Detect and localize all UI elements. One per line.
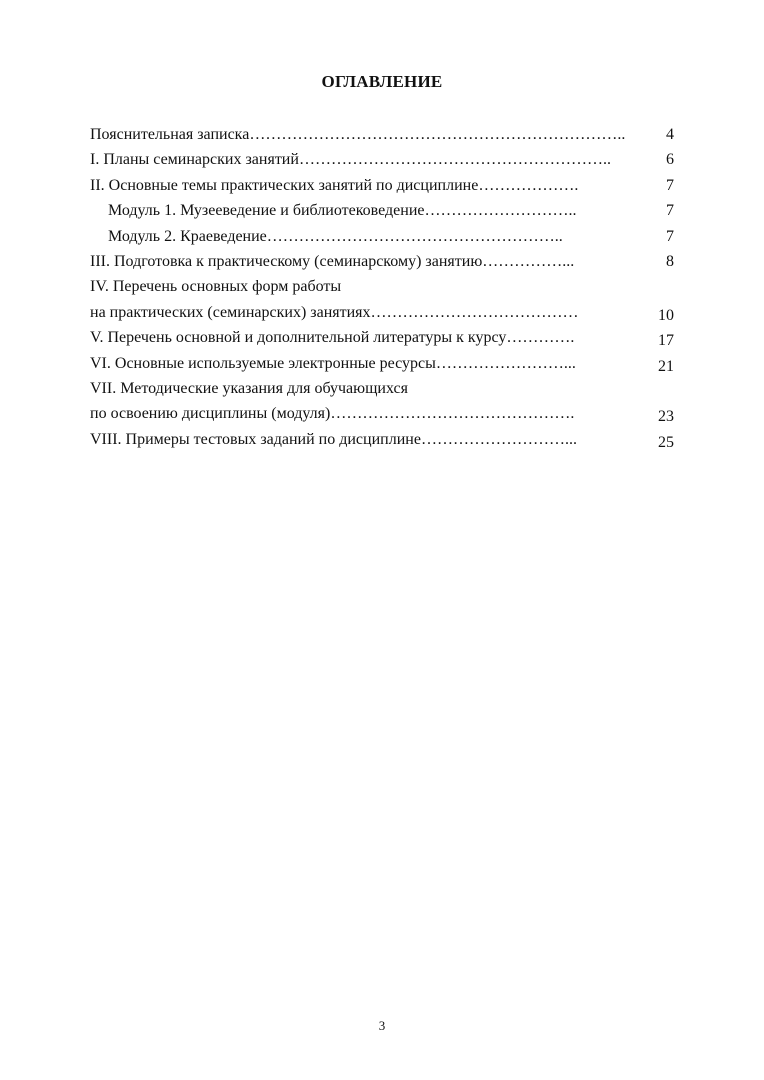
toc-page-number: 25 bbox=[658, 433, 674, 451]
footer-page-number: 3 bbox=[378, 1018, 386, 1033]
toc-entry-label: IV. Перечень основных форм работы bbox=[90, 278, 342, 296]
toc-entry-work-forms-line-1 bbox=[90, 274, 674, 299]
toc-entry-label: V. Перечень основной и дополнительной литературы к курсу bbox=[90, 329, 507, 347]
toc-entry-literature bbox=[90, 325, 674, 350]
toc-leader-dots: ……………... bbox=[482, 252, 575, 270]
toc-leader-dots: ………………………………………………….. bbox=[298, 151, 611, 169]
toc-page-number: 8 bbox=[666, 252, 674, 270]
toc-page-number: 7 bbox=[666, 227, 674, 245]
toc-entry-label: Модуль 2. Краеведение bbox=[108, 227, 267, 245]
toc-page-number: 23 bbox=[658, 408, 674, 426]
toc-entry-guidelines-line-2 bbox=[90, 401, 674, 426]
table-of-contents bbox=[90, 122, 674, 452]
toc-entry-label: Модуль 1. Музееведение и библиотековедение bbox=[108, 202, 425, 220]
toc-page-number: 7 bbox=[666, 202, 674, 220]
toc-leader-dots: ……………………….. bbox=[424, 202, 577, 220]
toc-entry-label: II. Основные темы практических занятий по дисциплине bbox=[90, 176, 479, 194]
toc-page-number: 7 bbox=[666, 176, 674, 194]
toc-entry-preparation bbox=[90, 249, 674, 274]
toc-entry-label: VI. Основные используемые электронные ресурсы bbox=[90, 354, 436, 372]
toc-entry-guidelines-line-1 bbox=[90, 376, 674, 401]
toc-entry-explanatory-note bbox=[90, 122, 674, 147]
toc-page-number: 4 bbox=[666, 126, 674, 143]
toc-leader-dots: ……………………………………………….. bbox=[266, 227, 563, 245]
toc-entry-label: VII. Методические указания для обучающихся bbox=[90, 379, 408, 397]
toc-leader-dots: ………………………………… bbox=[370, 303, 579, 321]
toc-entry-seminar-plans bbox=[90, 147, 674, 172]
toc-entry-work-forms-line-2 bbox=[90, 300, 674, 325]
toc-entry-module-2 bbox=[90, 224, 674, 249]
toc-leader-dots: ………………………………………. bbox=[330, 405, 575, 423]
toc-entry-practical-topics bbox=[90, 173, 674, 198]
toc-page-number: 17 bbox=[658, 332, 674, 350]
toc-entry-label: Пояснительная записка bbox=[90, 126, 250, 143]
toc-entry-module-1 bbox=[90, 198, 674, 223]
toc-entry-label: III. Подготовка к практическому (семинарскому) занятию bbox=[90, 252, 483, 270]
toc-leader-dots: …………………………………………………………….. bbox=[249, 126, 626, 143]
toc-entry-label: по освоению дисциплины (модуля) bbox=[90, 405, 331, 423]
toc-leader-dots: ……………………... bbox=[435, 354, 576, 372]
toc-entry-label: VIII. Примеры тестовых заданий по дисциплине bbox=[90, 430, 421, 448]
toc-entry-label: I. Планы семинарских занятий bbox=[90, 151, 299, 169]
toc-entry-electronic-resources bbox=[90, 351, 674, 376]
toc-page-number: 6 bbox=[666, 151, 674, 169]
toc-leader-dots: ………………………... bbox=[420, 430, 577, 448]
page-title: ОГЛАВЛЕНИЕ bbox=[321, 72, 443, 91]
toc-leader-dots: …………. bbox=[506, 329, 575, 347]
toc-entry-label: на практических (семинарских) занятиях bbox=[90, 303, 371, 321]
toc-leader-dots: ………………. bbox=[478, 176, 579, 194]
toc-page-number: 10 bbox=[658, 306, 674, 324]
toc-entry-test-examples bbox=[90, 427, 674, 452]
toc-page-number: 21 bbox=[658, 357, 674, 375]
